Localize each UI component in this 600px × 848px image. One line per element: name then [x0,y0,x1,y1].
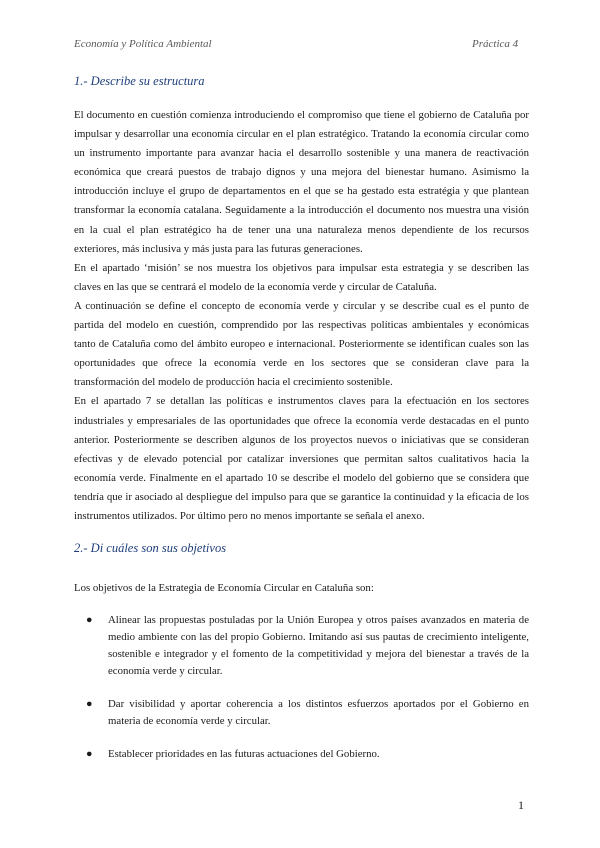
bullet-icon: ● [86,698,93,710]
page-number: 1 [518,798,524,812]
list-item-text: Establecer prioridades en las futuras actuaciones del Gobierno. [108,748,380,760]
section-1-title: 1.- Describe su estructura [74,74,205,88]
running-header-right: Práctica 4 [472,38,519,50]
section-1-body [74,106,529,526]
paragraph: A continuación se define el concepto de economía verde y circular y se describe cual es el punto de partida del modelo en cuestión, comprendido por las respectivas políticas ambientales y económicas tanto de Cataluña como del ámbito europeo e internacional. Posteriormente se identifican cuales son las oportunidades que ofrece la economía verde en los sectores que se consideran clave para la transformación del modelo de producción hacia el crecimiento sostenible. [74,299,529,389]
objectives-list [74,612,529,763]
list-item-text: Dar visibilidad y aportar coherencia a los distintos esfuerzos aportados por el Gobierno en materia de economía verde y circular. [108,698,529,727]
list-item-text: Alinear las propuestas postuladas por la Unión Europea y otros países avanzados en materia de medio ambiente con las del propio Gobierno. Imitando así sus pautas de crecimiento inteligente, sostenible e integrador y el fomento de la competitividad y mejora del bienestar a través de la economía verde y circular. [108,614,529,677]
bullet-icon: ● [86,748,93,760]
paragraph: En el apartado 7 se detallan las políticas e instrumentos claves para la efectuación en los sectores industriales y empresariales de las oportunidades que ofrece la economía verde destacadas en el punto anterior. Posteriormente se describen algunos de los proyectos nuevos o iniciativas que se consideran efectivas y de elevado potencial por catalizar inversiones que permitan saltos cualitativos hacia la economía verde. Finalmente en el apartado 10 se describe el modelo del gobierno que se considera que tendría que ir asociado al despliegue del impulso para que se garantice la continuidad y la eficacia de los instrumentos utilizados. Por último pero no menos importante se señala el anexo. [74,395,529,522]
section-2-title: 2.- Di cuáles son sus objetivos [74,541,227,555]
running-header-left: Economía y Política Ambiental [74,38,212,50]
bullet-icon: ● [86,614,93,626]
section-2-intro: Los objetivos de la Estrategia de Economía Circular en Cataluña son: [74,582,374,594]
paragraph: En el apartado ‘misión’ se nos muestra los objetivos para impulsar esta estrategia y se describen las claves en las que se centrará el modelo de la economía verde y circular de Cataluña. [74,261,529,293]
list-item [74,696,529,730]
list-item [74,612,529,680]
paragraph: El documento en cuestión comienza introduciendo el compromiso que tiene el gobierno de Cataluña por impulsar y desarrollar una economía circular en el plan estratégico. Tratando la economía circular como un instrumento importante para avanzar hacia el desarrollo sostenible y una manera de reactivación económica que creará puestos de trabajo dignos y una mejora del bienestar humano. Asimismo la introducción incluye el grupo de departamentos en el que se ha gestado esta estratégia y que plantean transformar la economía catalana. Seguidamente a la introducción el documento nos muestra una visión en la cual el plan estratégico ha de tener una una naturaleza menos dependiente de los recursos exteriores, más inclusiva y más justa para las futuras generaciones. [74,109,529,255]
list-item [74,746,529,763]
